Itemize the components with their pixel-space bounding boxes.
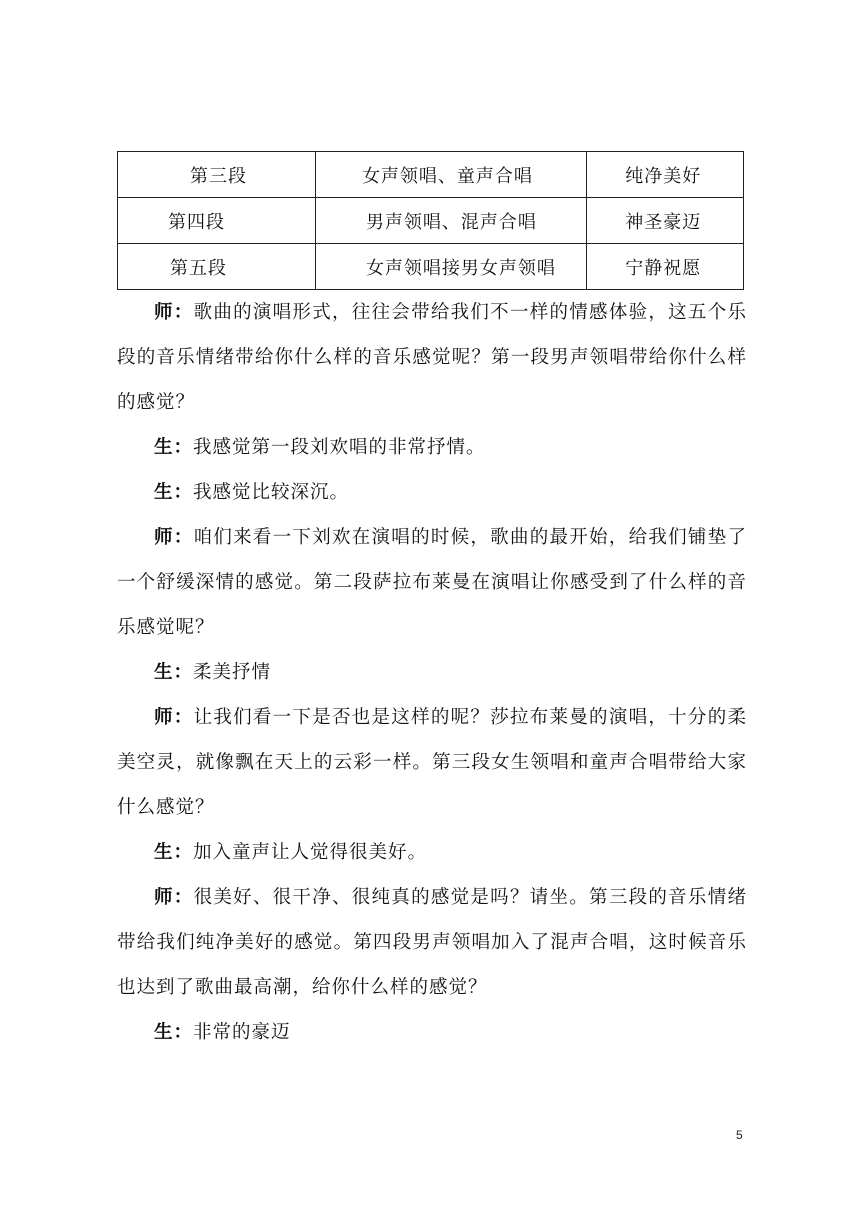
table-row [118,198,744,244]
section-cell [118,244,316,290]
speaker-label: 生： [154,662,194,683]
section-cell [118,198,316,244]
table-row [118,244,744,290]
emotion-label: 神圣豪迈 [625,211,702,233]
emotion-label: 宁静祝愿 [625,257,702,279]
dialogue-text: 柔美抒情 [193,662,272,683]
dialogue-paragraph [117,650,747,695]
dialogue-text: 我感觉第一段刘欢唱的非常抒情。 [193,437,486,458]
music-sections-table [117,151,744,290]
speaker-label: 生： [154,437,194,458]
dialogue-paragraph [117,290,747,425]
emotion-cell [587,198,744,244]
dialogue-text: 歌曲的演唱形式，往往会带给我们不一样的情感体验，这五个乐段的音乐情绪带给你什么样的音乐感觉呢？第一段男声领唱带给你什么样的感觉？ [117,302,747,413]
emotion-cell [587,152,744,198]
speaker-label: 师： [154,887,194,908]
dialogue-text: 很美好、很干净、很纯真的感觉是吗？请坐。第三段的音乐情绪带给我们纯净美好的感觉。第四段男声领唱加入了混声合唱，这时候音乐也达到了歌曲最高潮，给你什么样的感觉？ [117,887,747,998]
dialogue-paragraph [117,695,747,830]
dialogue-text: 咱们来看一下刘欢在演唱的时候，歌曲的最开始，给我们铺垫了一个舒缓深情的感觉。第二段萨拉布莱曼在演唱让你感受到了什么样的音乐感觉呢？ [117,527,747,638]
dialogue-text: 非常的豪迈 [193,1022,291,1043]
speaker-label: 生： [154,842,194,863]
page-number: 5 [736,1128,743,1142]
dialogue-body [117,290,747,1055]
speaker-label: 师： [154,707,194,728]
singing-form: 女声领唱接男女声领唱 [365,257,556,279]
singing-form: 男声领唱、混声合唱 [365,211,537,233]
speaker-label: 师： [154,302,194,323]
emotion-cell [587,244,744,290]
table-row [118,152,744,198]
section-label: 第三段 [190,165,247,187]
dialogue-paragraph [117,515,747,650]
dialogue-paragraph [117,1010,747,1055]
speaker-label: 师： [154,527,194,548]
section-label: 第五段 [170,257,227,279]
dialogue-text: 我感觉比较深沉。 [193,482,350,503]
dialogue-text: 让我们看一下是否也是这样的呢？莎拉布莱曼的演唱，十分的柔美空灵，就像飘在天上的云彩一样。第三段女生领唱和童声合唱带给大家什么感觉？ [117,707,747,818]
dialogue-paragraph [117,470,747,515]
speaker-label: 生： [154,1022,194,1043]
dialogue-text: 加入童声让人觉得很美好。 [193,842,428,863]
form-cell [315,244,586,290]
singing-form: 女声领唱、童声合唱 [361,165,533,187]
dialogue-paragraph [117,425,747,470]
form-cell [315,152,586,198]
dialogue-paragraph [117,875,747,1010]
dialogue-paragraph [117,830,747,875]
emotion-label: 纯净美好 [625,165,702,187]
form-cell [315,198,586,244]
speaker-label: 生： [154,482,194,503]
section-cell [118,152,316,198]
section-label: 第四段 [168,211,225,233]
